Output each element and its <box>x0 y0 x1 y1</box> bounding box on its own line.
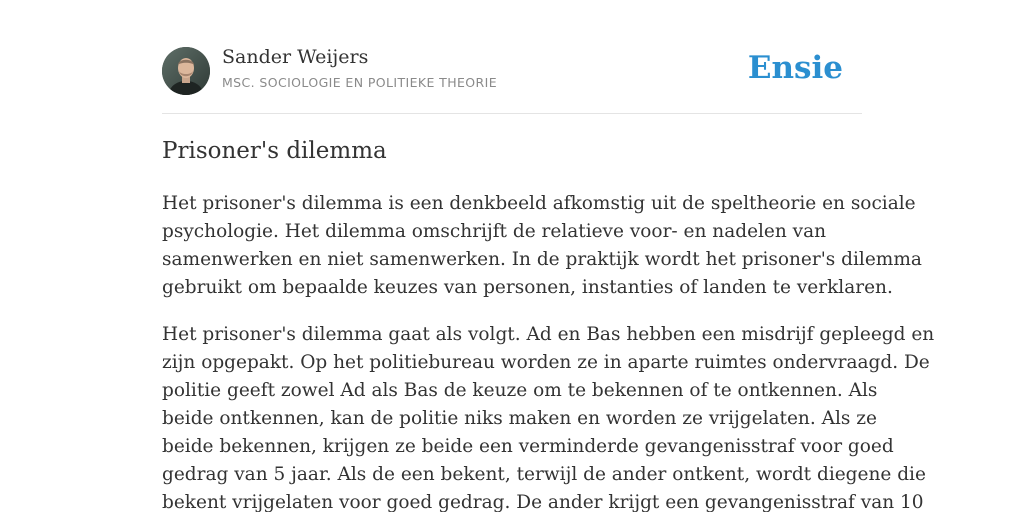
paragraph-line: psychologie. Het dilemma omschrijft de relatieve voor- en nadelen van <box>162 221 827 242</box>
author-credentials: MSC. SOCIOLOGIE EN POLITIEKE THEORIE <box>222 75 498 90</box>
author-name[interactable]: Sander Weijers <box>222 46 369 68</box>
author-header <box>162 46 862 96</box>
paragraph-line: bekent vrijgelaten voor goed gedrag. De ander krijgt een gevangenisstraf van 10 <box>162 492 924 512</box>
paragraph-line: beide bekennen, krijgen ze beide een verminderde gevangenisstraf voor goed <box>162 436 894 457</box>
paragraph-line: gebruikt om bepaalde keuzes van personen, instanties of landen te verklaren. <box>162 277 893 298</box>
paragraph <box>162 190 922 302</box>
paragraph-line: politie geeft zowel Ad als Bas de keuze om te bekennen of te ontkennen. Als <box>162 380 878 401</box>
article-title: Prisoner's dilemma <box>162 138 387 164</box>
paragraph-line: samenwerken en niet samenwerken. In de praktijk wordt het prisoner's dilemma <box>162 249 922 270</box>
paragraph-line: Het prisoner's dilemma is een denkbeeld afkomstig uit de speltheorie en sociale <box>162 193 916 214</box>
paragraph-line: beide ontkennen, kan de politie niks maken en worden ze vrijgelaten. Als ze <box>162 408 877 429</box>
header-divider <box>162 113 862 114</box>
ensie-logo[interactable]: Ensie <box>747 50 843 86</box>
paragraph <box>162 321 935 512</box>
avatar-portrait-icon <box>162 47 210 95</box>
paragraph-line: zijn opgepakt. Op het politiebureau worden ze in aparte ruimtes ondervraagd. De <box>162 352 930 373</box>
article-body <box>162 190 935 512</box>
paragraph-line: gedrag van 5 jaar. Als de een bekent, terwijl de ander ontkent, wordt diegene die <box>162 464 926 485</box>
paragraph-line: Het prisoner's dilemma gaat als volgt. Ad en Bas hebben een misdrijf gepleegd en <box>162 324 935 345</box>
author-avatar[interactable] <box>162 47 210 95</box>
paragraph-spacer <box>162 302 864 321</box>
